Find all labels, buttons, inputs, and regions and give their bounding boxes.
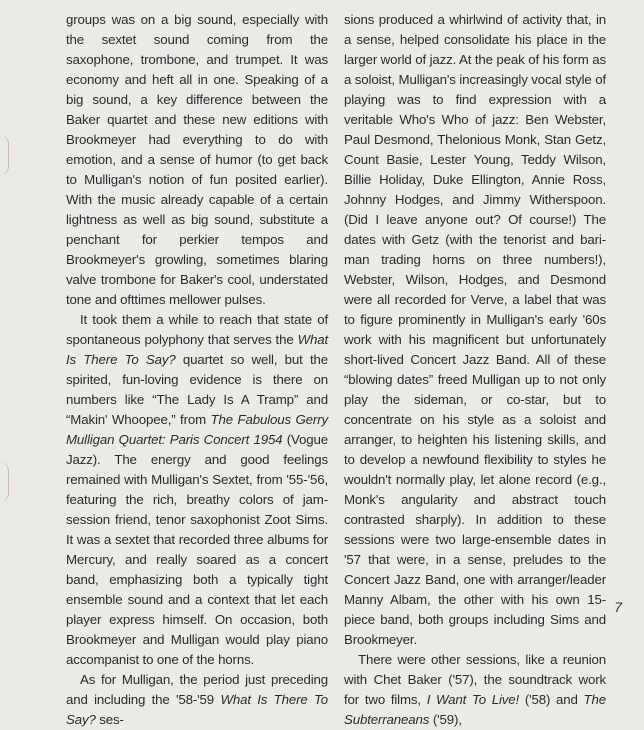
binding-fold-mark [0, 135, 9, 175]
album-title: What Is There To Say? [66, 332, 328, 367]
paragraph [66, 310, 328, 670]
paragraph [344, 650, 606, 730]
paragraph-text: groups was on a big sound, especially with the sextet sound coming from the saxophone, trombone, and trumpet. It was economy and heft all in one. Speaking of a big sound, a key difference between the Baker quartet and these new editions with Brookmeyer had everything to do with emotion, and a sense of humor (to get back to Mulligan's notion of fun posited earlier). With the music already capable of a certain lightness as well as big sound, substitute a penchant for perkier tempos and Brookmeyer's growling, sometimes blaring valve trombone for Baker's cool, understated tone and ofttimes mellower pulses. [66, 12, 328, 307]
paragraph-text: sions produced a whirlwind of activity that, in a sense, helped consolidate his place in the larger world of jazz. At the peak of his form as a soloist, Mulligan's increasingly vocal style of playing was to find expression with a veritable Who's Who of jazz: Ben Webster, Paul Desmond, Thelonious Monk, Stan Getz, Count Basie, Lester Young, Teddy Wilson, Billie Holiday, Duke Ellington, Annie Ross, Johnny Hodges, and Jimmy Witherspoon. (Did I leave anyone out? Of course!) The dates with Getz (with the tenorist and bari-man trading horns on three numbers!), Webster, Wilson, Hodges, and Desmond were all recorded for Verve, a label that was to figure prominently in Mulligan's early '60s work with his magnificent but unfortunately short-lived Concert Jazz Band. All of these “blowing dates” freed Mulligan up to not only play the sideman, or co-star, but to concentrate on his style as a soloist and arranger, to heighten his listening skills, and to develop a newfound flexibility to styles he wouldn't normally play, let alone record (e.g., Monk's angularity and abstract touch contrasted sharply). In addition to these sessions were two large-ensemble dates in '57 that were, in a sense, preludes to the Concert Jazz Band, one with arranger/leader Manny Albam, the other with his own 15-piece band, both groups including Sims and Brookmeyer. [344, 12, 606, 647]
film-title: I Want To Live! [426, 692, 520, 707]
paragraph [66, 670, 328, 730]
paragraph [66, 10, 328, 310]
paragraph-text: ('59), [429, 712, 462, 727]
paragraph [344, 10, 606, 650]
paragraph-text: quartet so well, but the spirited, fun-loving evidence is there on numbers like “The Lady Is A Tramp” and “Makin' Whoopee,” from [66, 352, 328, 427]
left-text-column [66, 10, 328, 730]
album-title: The Fabulous Gerry Mulligan Quartet: Paris Concert 1954 [66, 412, 328, 447]
album-title: What Is There To Say? [66, 692, 329, 727]
paragraph-text: (Vogue Jazz). The energy and good feelings remained with Mulligan's Sextet, from '55-'56, featuring the rich, breathy colors of jam-session friend, tenor saxophonist Zoot Sims. It was a sextet that recorded three albums for Mercury, and really soared as a concert band, emphasizing both a typically tight ensemble sound and a context that let each player express himself. On occasion, both Brookmeyer and Mulligan would play piano accompanist to one of the horns. [66, 432, 328, 667]
binding-fold-mark [0, 462, 9, 502]
right-text-column [344, 10, 606, 730]
paragraph-text: ('58) and [519, 692, 584, 707]
film-title: The Subterraneans [344, 692, 606, 727]
paragraph-text: It took them a while to reach that state of spontaneous polyphony that serves the [66, 312, 328, 347]
page-number: 7 [614, 599, 622, 615]
paragraph-text: As for Mulligan, the period just preceding and including the '58-'59 [66, 672, 328, 707]
paragraph-text: There were other sessions, like a reunion with Chet Baker ('57), the soundtrack work for two films, [344, 652, 606, 707]
paragraph-text: ses- [95, 712, 124, 727]
